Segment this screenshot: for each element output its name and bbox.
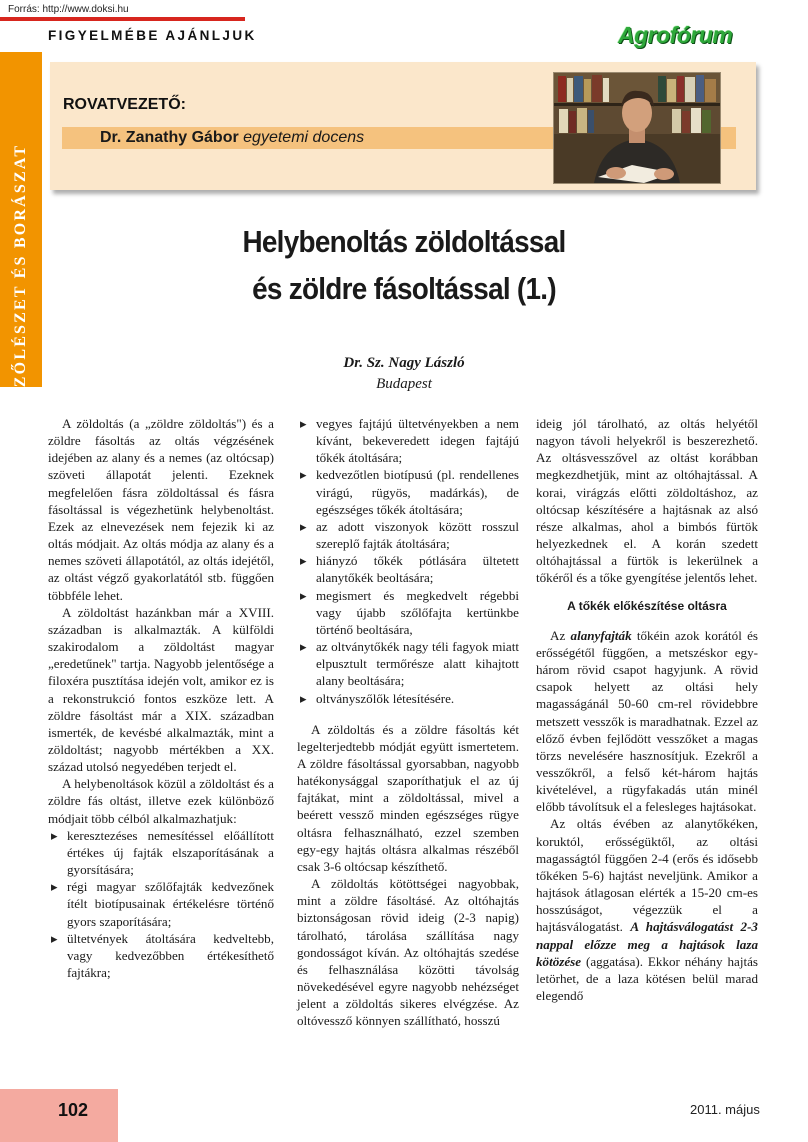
paragraph: A zöldoltás kötöttségei nagyobbak, mint a zöldre fásoltásé. Az oltóhajtás biztonságosan rövid ideig (2-3 napig) tárolható, tárolása szállítása nagy gondosságot kíván. Az oltóhajtás szedése és felhasználása közötti távolság növekedésével egyre nagyobb nehézséget jelent a zöldoltás sikeres elvégzése. Az oltóvessző könnyen szállítható, hosszú xyxy=(297,876,519,1029)
editor-name xyxy=(100,129,364,147)
paragraph: A zöldoltást hazánkban már a XVIII. században is alkalmazták. A külföldi szakirodalom a zöldoltást magyar „eredetűnek" tartja. Nagyobb jelentősége a filoxéra pusztítása idején volt, amikor ez is a rekonstrukció fontos eszköze lett. A zöldre fásoltást már a XIX. században ismerték, de kevésbé alkalmazták, mint a zöldoltást; nagyobb mértékben a XX. század utolsó negyedében terjedt el. xyxy=(48,604,274,775)
column-2 xyxy=(297,415,519,1029)
list-item: ▸ megismert és megkedvelt régebbi vagy újabb szőlőfajta kertünkbe történő beoltására, xyxy=(297,587,519,638)
editor-person: Dr. Zanathy Gábor xyxy=(100,129,239,146)
list-item: ▸ hiányzó tőkék pótlására ültetett alanytőkék beoltására; xyxy=(297,552,519,586)
header-rule xyxy=(0,17,245,21)
text-run: tőkéin azok korától és erősségétől függően, a metszéskor egy-három rövid csapot hagyjunk. A rövid csapok helyett az oltási hely magasságánál 50-60 cm-rel rövidebbre metszett vesszők is maradhatnak. Ezzel az előző évben fejlődött vesszőket a magas törzs nevelésére hasznosítjuk. Ezekről a vesszőkről, a felső két-három hajtás kivételével, a rügyfakadás után minél előbb távolítsuk el a felesleges hajtásokat. xyxy=(536,627,758,815)
column-1 xyxy=(48,415,274,981)
article-title-line1: Helybenoltás zöldoltással xyxy=(242,224,566,259)
bullet-list xyxy=(297,415,519,707)
list-item: ▸ ültetvények átoltására kedveltebb, vagy kedvezőbben értékesíthető fajtákra; xyxy=(48,930,274,981)
sidebar-tab xyxy=(0,52,42,399)
article-title-line2: és zöldre fásoltással (1.) xyxy=(252,271,556,306)
list-item: ▸ az oltványtőkék nagy téli fagyok miatt elpusztult termőrésze alatt kihajtott alany beoltására; xyxy=(297,638,519,689)
page-number: 102 xyxy=(58,1100,89,1120)
list-item: ▸ kedvezőtlen biotípusú (pl. rendellenes virágú, rügyös, madárkás), de egészséges tőkék átoltására; xyxy=(297,466,519,517)
emphasis: alanyfajták xyxy=(570,627,632,643)
editor-label: ROVATVEZETŐ: xyxy=(63,96,186,113)
agroforum-logo: Agrofórum xyxy=(618,22,733,48)
paragraph: A zöldoltás és a zöldre fásoltás két legelterjedtebb módját együtt ismertetem. A zöldre fásoltással gyorsabban, nagyobb hatékonysággal szaporíthatjuk el az új fajtákat, mint a zöldoltással, mivel a beérett vessző minden egészséges rügye oltásra felhasználható, ezzel szemben egy-egy hajtás oltásra alkalmas részéből csak 3-6 oltócsap készíthető. xyxy=(297,721,519,874)
paragraph xyxy=(536,815,758,1004)
article-location: Budapest xyxy=(376,376,432,392)
list-item: ▸ régi magyar szőlőfajták kedvezőnek ítélt biotípusainak értékelésre történő gyors szaporítására; xyxy=(48,878,274,929)
sidebar-label: SZŐLÉSZET ÉS BORÁSZAT xyxy=(12,143,29,399)
column-3 xyxy=(536,415,758,1004)
section-heading: FIGYELMÉBE AJÁNLJUK xyxy=(48,28,257,43)
paragraph: ideig jól tárolható, az oltás helyétől nagyon távoli helyekről is beszerezhető. Az oltásvesszővel az oltást korábban megkezdhetjük, mint az oltóhajtással. A korai, virágzás előtti zöldoltáshoz, az oltócsap készítésére a hajtásnak az alsó része alkalmas, ahol a bimbós fürtök helyezkednek el. A korán szedett oltóhajtással a fürtök is lekerülnek a tőkéről és a tőke gyengítése jelentős lehet. xyxy=(536,416,758,586)
issue-date: 2011. május xyxy=(690,1102,760,1117)
text-run: Az xyxy=(550,627,571,643)
list-item: ▸ az adott viszonyok között rosszul szereplő fajták átoltására; xyxy=(297,518,519,552)
list-item: ▸ keresztezéses nemesítéssel előállított értékes új fajták elszaporításának a gyorsítására; xyxy=(48,827,274,878)
source-note: Forrás: http://www.doksi.hu xyxy=(8,4,129,15)
bullet-list xyxy=(48,827,274,981)
list-item: ▸ oltványszőlők létesítésére. xyxy=(297,690,519,707)
emphasis: A hajtásválogatást 2-3 nappal előzze meg a hajtások laza kötözése xyxy=(536,919,758,969)
subheading: A tőkék előkészítése oltásra xyxy=(567,598,727,613)
list-item: ▸ vegyes fajtájú ültetvényekben a nem kívánt, bekeveredett idegen fajtájú tőkék átoltására; xyxy=(297,415,519,466)
paragraph: A zöldoltás (a „zöldre zöldoltás") és a zöldre fásoltás az oltás végzésének idejében az alany és a nemes (az oltócsap) szöveti állapotát jelenti. Ezeknek megfelelően fásra zöldoltással és fásra fásoltással is végezhetünk helybenoltást. Ezek az elnevezések nem fejezik ki az oltás módjait. Az oltás módja az alany és a nemes szöveti állapotától, az oltás idejétől, az oltást végző gyakorlatától stb. függően többféle lehet. xyxy=(48,416,274,603)
paragraph: A helybenoltások közül a zöldoltást és a zöldre fás oltást, illetve ezek különböző módjait több célból alkalmazhatjuk: xyxy=(48,776,274,826)
paragraph xyxy=(536,627,758,816)
article-author: Dr. Sz. Nagy László xyxy=(343,355,465,371)
spacer xyxy=(297,707,519,721)
text-run: (aggatása). Ekkor néhány hajtás letörhet, de a laza kötésen belül marad elegendő xyxy=(536,953,758,1003)
text-run: Az oltás évében az alanytőkéken, koruktól, erősségüktől, az oltási magasságtól függően 2-4 (erős és idősebb tőkéken 5-6) hajtást neveljünk. Amikor a hajtások átlagosan elérték a 15-20 cm-es hosszúságot, végezzük el a hajtásválogatást. xyxy=(536,816,758,935)
editor-photo xyxy=(553,72,721,184)
editor-role: egyetemi docens xyxy=(243,129,365,146)
